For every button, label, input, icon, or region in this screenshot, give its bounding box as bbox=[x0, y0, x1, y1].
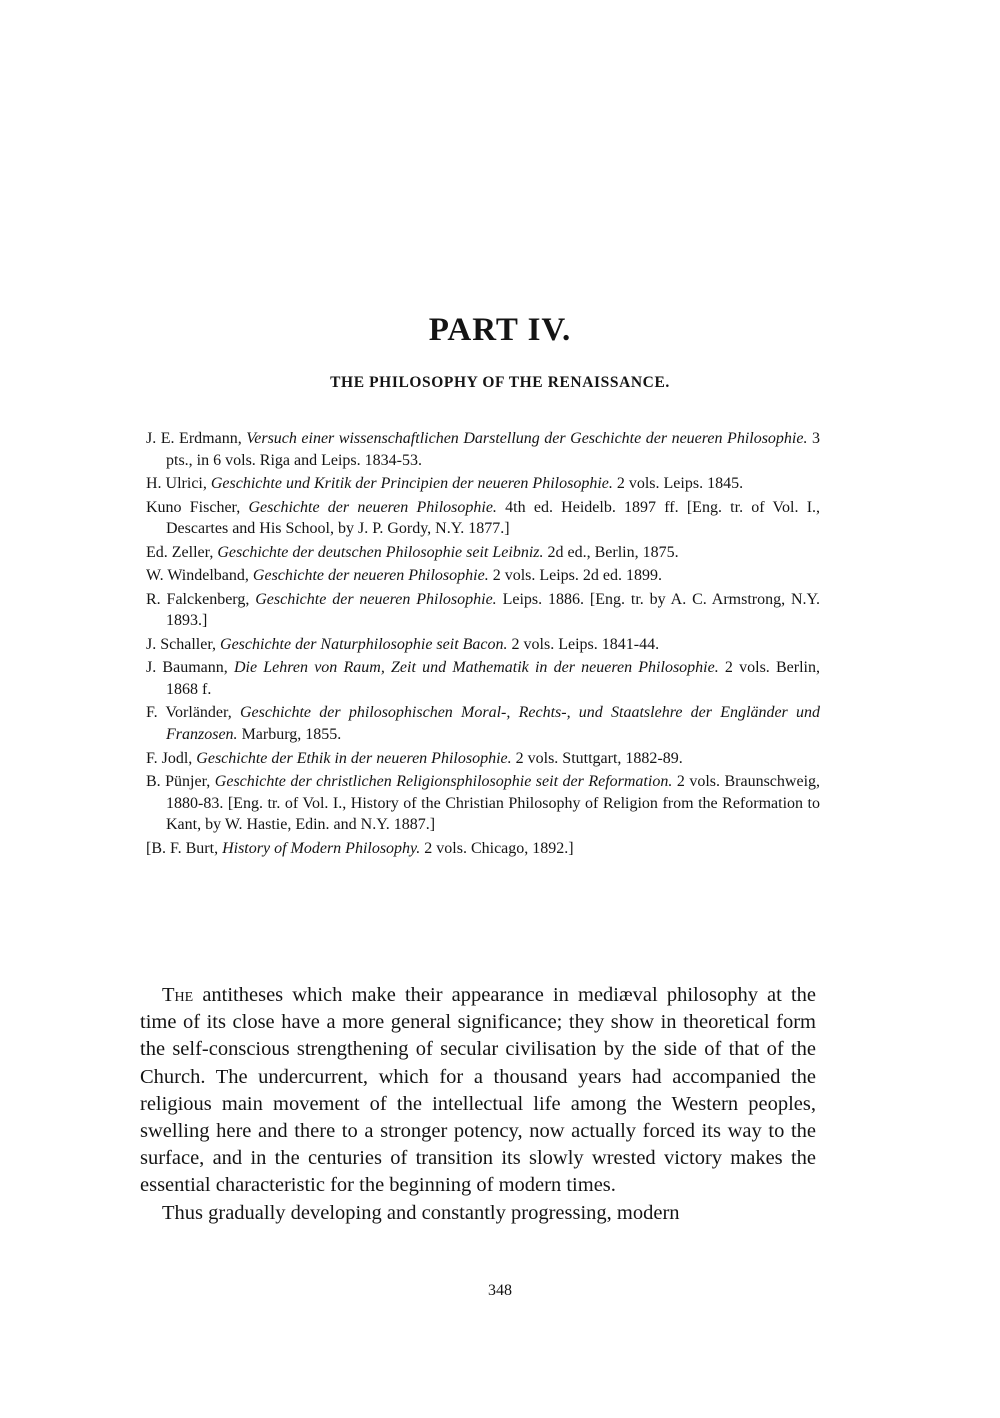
bib-title: Geschichte der philosophischen Moral-, Rechts-, und Staatslehre der Engländer und Franzosen. bbox=[166, 704, 821, 744]
paragraph-text: antitheses which make their appearance in mediæval philosophy at the time of its close have a more general significance; they show in theoretical form the self-conscious strengthening of secular civilisation by the side of that of the Church. The undercurrent, which for a thousand years had accompanied the religious main movement of the intellectual life among the Western peoples, swelling here and there to a stronger potency, now actually forced its way to the surface, and in the centuries of transition its slowly wrested victory makes the essential characteristic for the beginning of modern times. bbox=[140, 984, 817, 1197]
bib-details: 2d ed., Berlin, 1875. bbox=[547, 543, 679, 561]
bib-title: Versuch einer wissenschaftlichen Darstellung der Geschichte der neueren Philosophie. bbox=[246, 430, 808, 447]
bib-author: B. Pünjer, bbox=[146, 772, 211, 790]
bibliography-entry bbox=[146, 473, 820, 495]
bibliography bbox=[146, 428, 820, 861]
bibliography-entry bbox=[146, 748, 820, 770]
bib-details: 2 vols. Leips. 1841-44. bbox=[511, 635, 660, 653]
bibliography-entry bbox=[146, 565, 820, 587]
bib-author: R. Falckenberg, bbox=[146, 590, 250, 608]
bib-author: J. Schaller, bbox=[146, 635, 217, 653]
bib-title: Geschichte der neueren Philosophie. bbox=[252, 567, 489, 585]
bibliography-entry bbox=[146, 542, 820, 564]
bib-title: Geschichte der Naturphilosophie seit Bacon. bbox=[220, 635, 508, 653]
bib-title: Die Lehren von Raum, Zeit und Mathematik in der neueren Philosophie. bbox=[233, 659, 719, 677]
bib-author: [B. F. Burt, bbox=[146, 839, 219, 857]
bib-details: Leips. 1886. [Eng. tr. by A. C. Armstrong, N.Y. 1893.] bbox=[166, 590, 821, 630]
bib-author: Kuno Fischer, bbox=[146, 498, 241, 516]
bib-details: 4th ed. Heidelb. 1897 ff. [Eng. tr. of Vol. I., Descartes and His School, by J. P. Gordy, N.Y. 1877.] bbox=[166, 498, 821, 538]
bib-details: 2 vols. Chicago, 1892.] bbox=[424, 839, 574, 857]
bib-details: Marburg, 1855. bbox=[241, 726, 342, 744]
paragraph-text: Thus gradually developing and constantly progressing, modern bbox=[162, 1201, 680, 1224]
bib-author: H. Ulrici, bbox=[146, 475, 207, 493]
section-title: THE PHILOSOPHY OF THE RENAISSANCE. bbox=[330, 374, 670, 391]
bib-author: J. Baumann, bbox=[146, 659, 228, 677]
bib-author: Ed. Zeller, bbox=[146, 543, 214, 561]
paragraph bbox=[140, 1200, 816, 1227]
bib-details: 2 vols. Braunschweig, 1880-83. [Eng. tr. of Vol. I., History of the Christian Philosophy of Religion from the Reformation to Kant, by W. Hastie, Edin. and N.Y. 1887.] bbox=[166, 772, 821, 834]
bibliography-entry bbox=[146, 838, 820, 860]
bib-author: W. Windelband, bbox=[146, 567, 249, 585]
bibliography-entry bbox=[146, 428, 820, 472]
bib-details: 2 vols. Berlin, 1868 f. bbox=[166, 659, 820, 698]
bib-details: 2 vols. Leips. 2d ed. 1899. bbox=[492, 567, 663, 585]
bibliography-entry bbox=[146, 589, 820, 633]
bibliography-entry bbox=[146, 771, 820, 836]
bib-details: 3 pts., in 6 vols. Riga and Leips. 1834-53. bbox=[166, 430, 821, 469]
bib-author: F. Vorländer, bbox=[146, 704, 232, 722]
bib-title: Geschichte der christlichen Religionsphilosophie seit der Reformation. bbox=[214, 772, 673, 790]
bib-title: Geschichte und Kritik der Principien der neueren Philosophie. bbox=[210, 475, 613, 493]
bibliography-entry bbox=[146, 702, 820, 746]
page-number: 348 bbox=[488, 1282, 512, 1299]
paragraph bbox=[140, 982, 816, 1200]
bib-details: 2 vols. Stuttgart, 1882-89. bbox=[515, 749, 683, 767]
bib-author: F. Jodl, bbox=[146, 749, 193, 767]
bib-title: Geschichte der neueren Philosophie. bbox=[255, 590, 497, 608]
paragraph-lead-word: The bbox=[162, 984, 194, 1006]
bib-title: History of Modern Philosophy. bbox=[222, 839, 421, 857]
page-title: PART IV. bbox=[428, 312, 572, 348]
bibliography-entry bbox=[146, 497, 820, 541]
bibliography-entry bbox=[146, 657, 820, 701]
bib-title: Geschichte der neueren Philosophie. bbox=[248, 498, 497, 516]
bibliography-entry bbox=[146, 634, 820, 656]
bib-title: Geschichte der deutschen Philosophie seit Leibniz. bbox=[217, 543, 544, 561]
bib-author: J. E. Erdmann, bbox=[146, 430, 242, 447]
body-text bbox=[140, 982, 816, 1227]
bib-details: 2 vols. Leips. 1845. bbox=[616, 475, 744, 493]
bib-title: Geschichte der Ethik in der neueren Philosophie. bbox=[196, 749, 512, 767]
